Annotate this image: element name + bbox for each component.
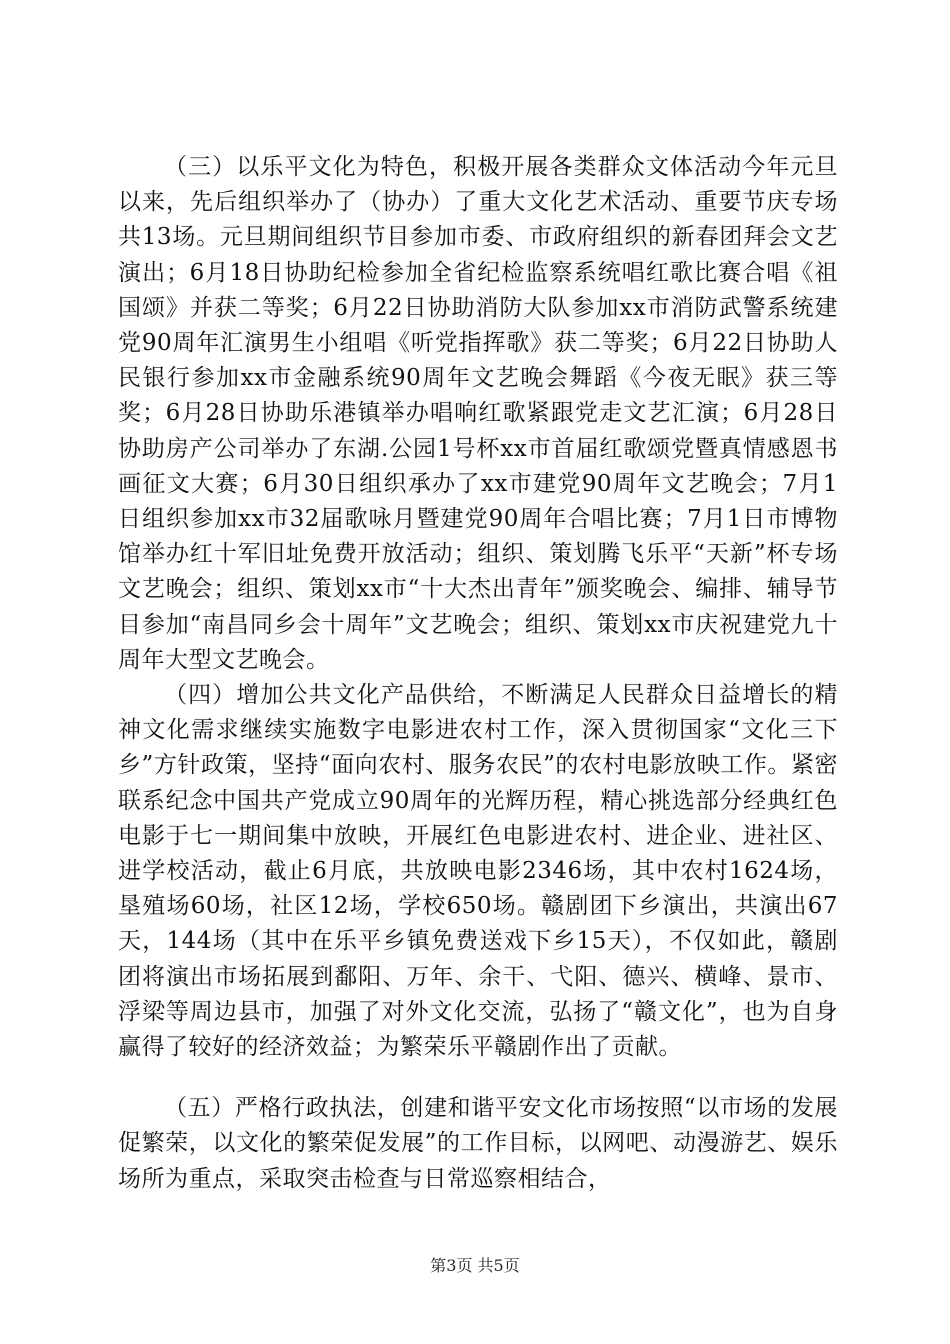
- page-number-footer: 第3页 共5页: [430, 1256, 520, 1275]
- document-body: [118, 150, 838, 1197]
- paragraph-4: （四）增加公共文化产品供给，不断满足人民群众日益增长的精神文化需求继续实施数字电影进农村工作，深入贯彻国家“文化三下乡”方针政策，坚持“面向农村、服务农民”的农村电影放映工作。紧密联系纪念中国共产党成立90周年的光辉历程，精心挑选部分经典红色电影于七一期间集中放映，开展红色电影进农村、进企业、进社区、进学校活动，截止6月底，共放映电影2346场，其中农村1624场，垦殖场60场，社区12场，学校650场。赣剧团下乡演出，共演出67天，144场（其中在乐平乡镇免费送戏下乡15天），不仅如此，赣剧团将演出市场拓展到鄱阳、万年、余干、弋阳、德兴、横峰、景市、浮梁等周边县市，加强了对外文化交流，弘扬了“赣文化”，也为自身赢得了较好的经济效益；为繁荣乐平赣剧作出了贡献。: [118, 682, 838, 1061]
- paragraph-3: （三）以乐平文化为特色，积极开展各类群众文体活动今年元旦以来，先后组织举办了（协办）了重大文化艺术活动、重要节庆专场共13场。元旦期间组织节目参加市委、市政府组织的新春团拜会文艺演出；6月18日协助纪检参加全省纪检监察系统唱红歌比赛合唱《祖国颂》并获二等奖；6月22日协助消防大队参加xx市消防武警系统建党90周年汇演男生小组唱《听党指挥歌》获二等奖；6月22日协助人民银行参加xx市金融系统90周年文艺晚会舞蹈《今夜无眠》获三等奖；6月28日协助乐港镇举办唱响红歌紧跟党走文艺汇演；6月28日协助房产公司举办了东湖.公园1号杯xx市首届红歌颂党暨真情感恩书画征文大赛；6月30日组织承办了xx市建党90周年文艺晚会；7月1日组织参加xx市32届歌咏月暨建党90周年合唱比赛；7月1日市博物馆举办红十军旧址免费开放活动；组织、策划腾飞乐平“天新”杯专场文艺晚会；组织、策划xx市“十大杰出青年”颁奖晚会、编排、辅导节目参加“南昌同乡会十周年”文艺晚会；组织、策划xx市庆祝建党九十周年大型文艺晚会。: [118, 154, 838, 673]
- paragraph-5: （五）严格行政执法，创建和谐平安文化市场按照“以市场的发展促繁荣，以文化的繁荣促发展”的工作目标，以网吧、动漫游艺、娱乐场所为重点，采取突击检查与日常巡察相结合，: [118, 1095, 838, 1192]
- paragraph-spacer: [118, 1065, 838, 1091]
